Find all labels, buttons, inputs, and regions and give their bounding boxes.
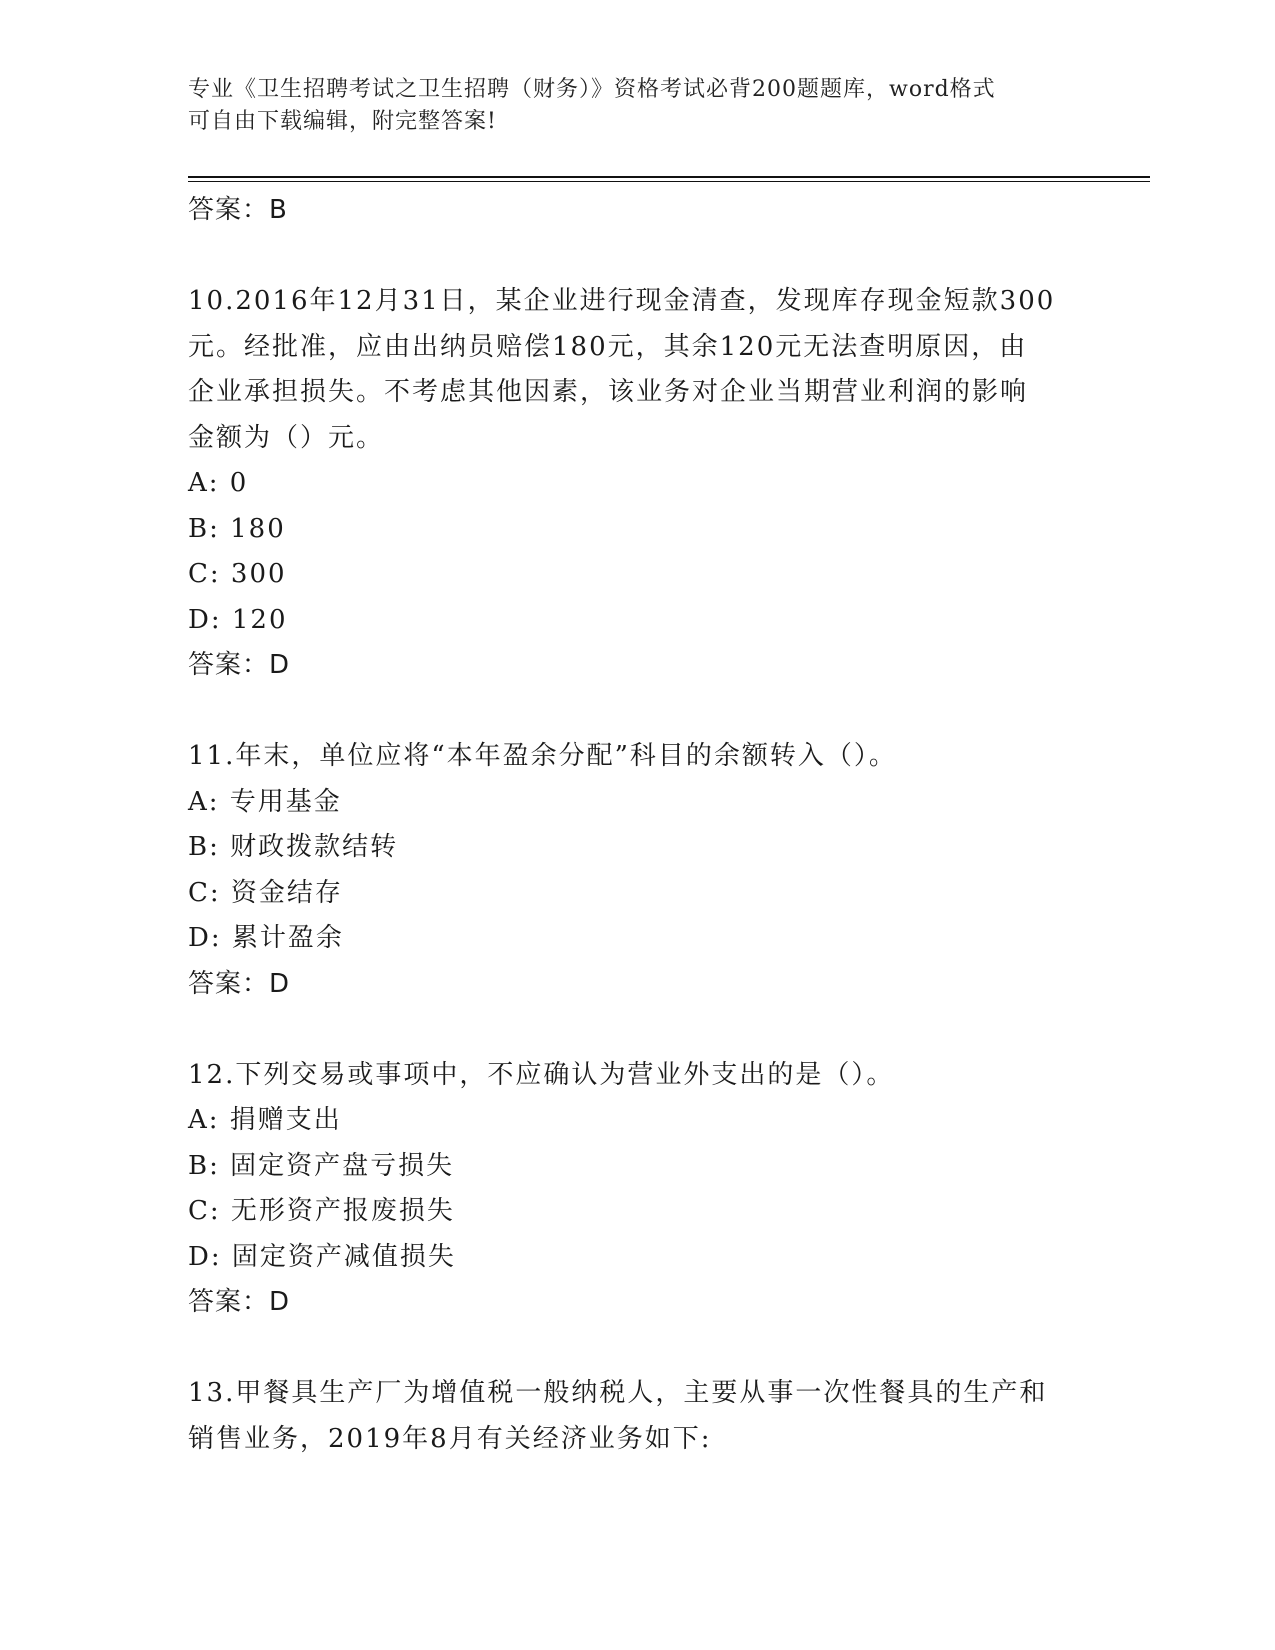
question-13 <box>188 1371 1088 1462</box>
question-10-stem-line-1: 10.2016年12月31日，某企业进行现金清查，发现库存现金短款300 <box>188 286 1056 316</box>
question-10-stem-line-4: 金额为（）元。 <box>188 422 385 453</box>
spacer <box>188 1326 1088 1372</box>
document-header <box>188 74 1068 138</box>
question-12 <box>188 1053 1088 1326</box>
header-divider-thin <box>188 181 1150 182</box>
header-line-2: 可自由下载编辑，附完整答案! <box>188 109 497 134</box>
spacer <box>188 689 1088 735</box>
question-list <box>188 188 1088 1462</box>
question-11-option-b: B: 财政拨款结转 <box>188 832 399 862</box>
question-12-option-d: D: 固定资产减值损失 <box>188 1241 456 1272</box>
question-13-stem-line-2: 销售业务，2019年8月有关经济业务如下: <box>188 1423 712 1454</box>
question-12-option-c: C: 无形资产报废损失 <box>188 1196 455 1226</box>
question-12-option-a: A: 捐赠支出 <box>188 1105 342 1135</box>
question-13-stem-line-1: 13.甲餐具生产厂为增值税一般纳税人，主要从事一次性餐具的生产和 <box>188 1378 1048 1408</box>
prev-question-answer: 答案：B <box>188 195 288 225</box>
question-10-option-a: A: 0 <box>188 468 249 498</box>
question-10-option-d: D: 120 <box>188 604 288 635</box>
question-11 <box>188 734 1088 1007</box>
question-11-option-c: C: 资金结存 <box>188 877 343 908</box>
question-10-option-c: C: 300 <box>188 559 287 589</box>
question-10-option-b: B: 180 <box>188 513 286 544</box>
header-line-1: 专业《卫生招聘考试之卫生招聘（财务）》资格考试必背200题题库，word格式 <box>188 77 996 102</box>
question-12-answer: 答案：D <box>188 1287 291 1317</box>
question-10-stem-line-2: 元。经批准，应由出纳员赔偿180元，其余120元无法查明原因，由 <box>188 331 1028 362</box>
spacer <box>188 234 1088 280</box>
question-11-answer: 答案：D <box>188 968 291 999</box>
question-11-option-d: D: 累计盈余 <box>188 923 344 953</box>
question-12-stem: 12.下列交易或事项中，不应确认为营业外支出的是（）。 <box>188 1059 895 1090</box>
header-divider-thick <box>188 176 1150 178</box>
question-11-stem: 11.年末，单位应将“本年盈余分配”科目的余额转入（）。 <box>188 741 897 771</box>
question-10-stem-line-3: 企业承担损失。不考虑其他因素，该业务对企业当期营业利润的影响 <box>188 377 1029 407</box>
question-12-option-b: B: 固定资产盘亏损失 <box>188 1150 455 1181</box>
question-10 <box>188 279 1088 689</box>
spacer <box>188 1007 1088 1053</box>
question-11-option-a: A: 专用基金 <box>188 786 342 817</box>
question-10-answer: 答案：D <box>188 650 291 680</box>
